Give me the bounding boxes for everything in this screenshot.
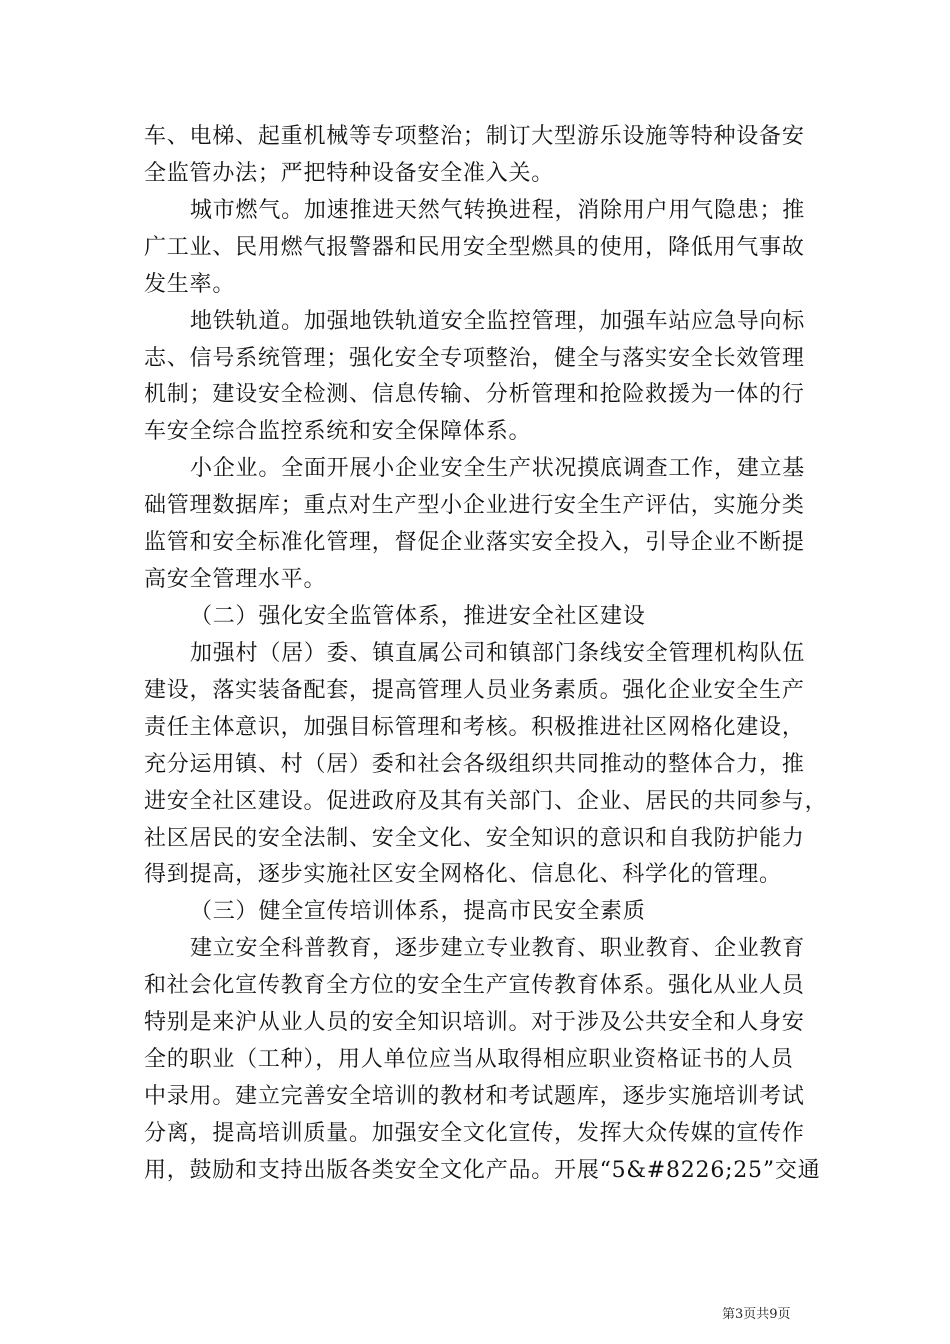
text-line: 社区居民的安全法制、安全文化、安全知识的意识和自我防护能力 [144,825,805,851]
text-line: 用，鼓励和支持出版各类安全文化产品。开展“5&#8226;25”交通 [144,1157,821,1183]
text-line: 得到提高，逐步实施社区安全网格化、信息化、科学化的管理。 [144,862,782,888]
text-line: 和社会化宣传教育全方位的安全生产宣传教育体系。强化从业人员 [144,973,805,999]
text-line: 志、信号系统管理；强化安全专项整治，健全与落实安全长效管理 [144,345,805,371]
text-line: 充分运用镇、村（居）委和社会各级组织共同推动的整体合力，推 [144,751,805,777]
text-line: 加强村（居）委、镇直属公司和镇部门条线安全管理机构队伍 [190,640,806,666]
text-line: 全监管办法；严把特种设备安全准入关。 [144,160,555,186]
text-line: 建设，落实装备配套，提高管理人员业务素质。强化企业安全生产 [144,677,805,703]
text-line: 地铁轨道。加强地铁轨道安全监控管理，加强车站应急导向标 [190,308,806,334]
text-line: 全的职业（工种），用人单位应当从取得相应职业资格证书的人员 [144,1047,794,1073]
text-line: 础管理数据库；重点对生产型小企业进行安全生产评估，实施分类 [144,493,805,519]
text-line: 高安全管理水平。 [144,567,327,593]
text-line: 小企业。全面开展小企业安全生产状况摸底调查工作，建立基 [190,456,806,482]
text-line: 城市燃气。加速推进天然气转换进程，消除用户用气隐患；推 [190,197,806,223]
text-line: 分离，提高培训质量。加强安全文化宣传，发挥大众传媒的宣传作 [144,1120,805,1146]
page-number-footer: 第3页共9页 [722,1307,791,1322]
text-line: 机制；建设安全检测、信息传输、分析管理和抢险救援为一体的行 [144,382,805,408]
text-line: 进安全社区建设。促进政府及其有关部门、企业、居民的共同参与， [144,788,828,814]
text-line: 特别是来沪从业人员的安全知识培训。对于涉及公共安全和人身安 [144,1010,805,1036]
text-line: 监管和安全标准化管理，督促企业落实安全投入，引导企业不断提 [144,530,805,556]
text-line: 发生率。 [144,271,236,297]
text-line: 车安全综合监控系统和安全保障体系。 [144,419,532,445]
text-line: （二）强化安全监管体系，推进安全社区建设 [190,603,646,629]
document-body [144,119,828,1190]
text-line: 中录用。建立完善安全培训的教材和考试题库，逐步实施培训考试 [144,1083,805,1109]
text-line: 车、电梯、起重机械等专项整治；制订大型游乐设施等特种设备安 [144,124,805,149]
text-line: 广工业、民用燃气报警器和民用安全型燃具的使用，降低用气事故 [144,234,805,260]
text-line: 建立安全科普教育，逐步建立专业教育、职业教育、企业教育 [190,936,806,962]
text-line: （三）健全宣传培训体系，提高市民安全素质 [190,899,646,925]
text-line: 责任主体意识，加强目标管理和考核。积极推进社区网格化建设， [144,714,805,740]
